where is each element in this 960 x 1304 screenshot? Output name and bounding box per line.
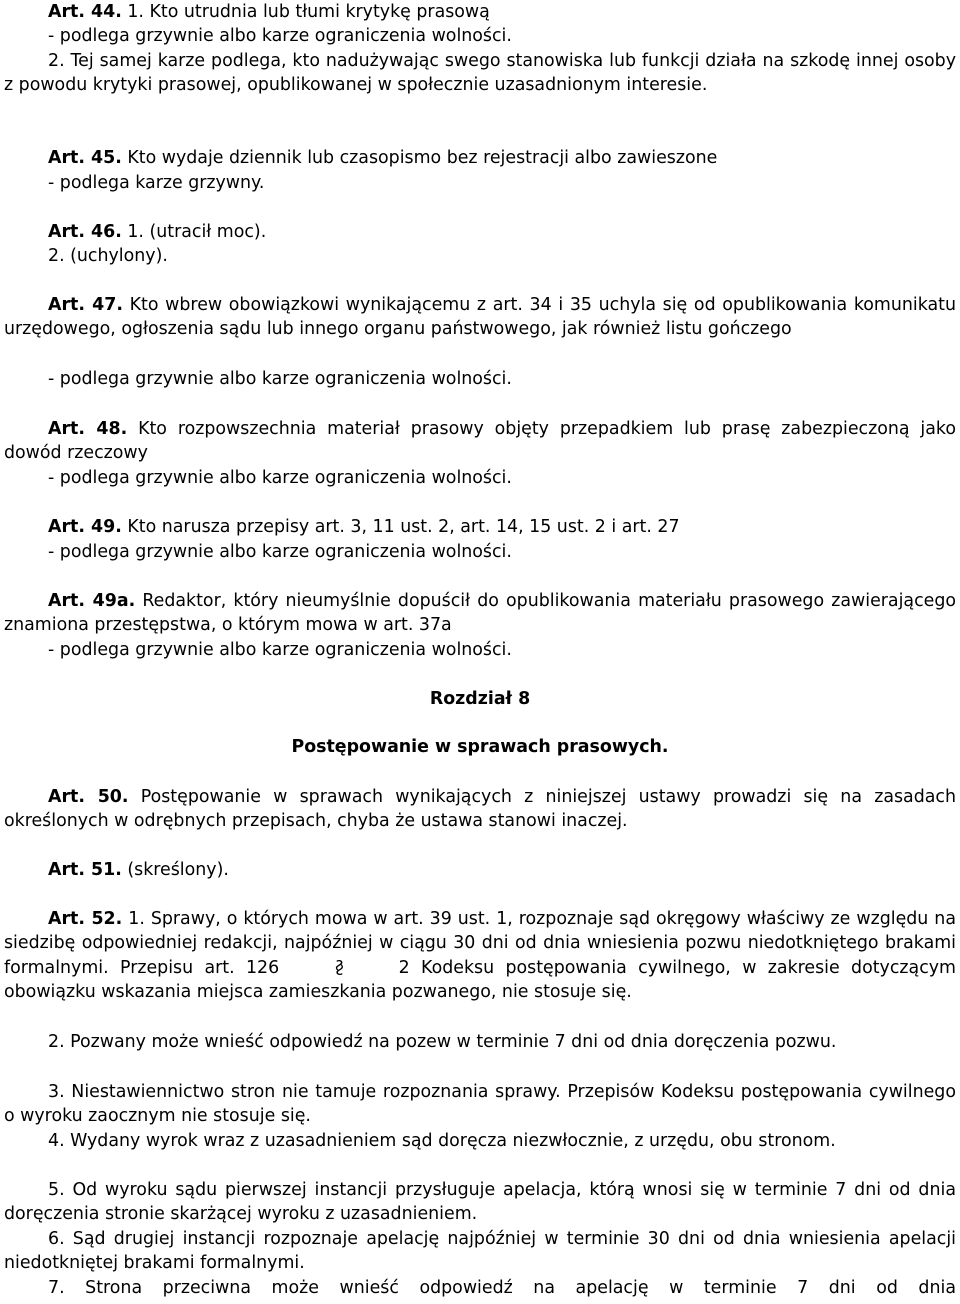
art-45-paragraph [4, 146, 956, 170]
art-44-penalty: - podlega grzywnie albo karze ograniczenia wolności. [48, 26, 512, 46]
article-text-cont: 2 Kodeksu postępowania cywilnego, w zakresie dotyczącym obowiązku wskazania miejsca zamieszkania pozwanego, nie stosuje się. [4, 957, 956, 1003]
article-label: Art. 47. [48, 295, 123, 315]
article-text: (skreślony). [121, 860, 229, 880]
art-46-paragraph-1 [4, 220, 956, 244]
art-52-paragraph-1 [4, 907, 956, 1005]
art-47-paragraph [4, 293, 956, 342]
article-text: Postępowanie w sprawach wynikających z niniejszej ustawy prowadzi się na zasadach określonych w odrębnych przepisach, chyba że ustawa stanowi inaczej. [4, 787, 956, 832]
art-52-paragraph-7: 7. Strona przeciwna może wnieść odpowiedź na apelację w terminie 7 dni od dnia [48, 1278, 956, 1298]
article-label: Art. 49a. [48, 591, 136, 611]
art-44-paragraph-2: 2. Tej samej karze podlega, kto nadużywając swego stanowiska lub funkcji działa na szkodę innej osoby z powodu krytyki prasowej, opublikowanej w społecznie uzasadnionym interesie. [4, 51, 956, 96]
art-49a-paragraph [4, 589, 956, 638]
article-text: 1. Sprawy, o których mowa w art. 39 ust. 1, rozpoznaje sąd okręgowy właściwy ze względu na siedzibę odpowiedniej redakcji, najpóźniej w ciągu 30 dni od dnia wniesienia pozwu niedotkniętego brakami formalnymi. Przepisu art. 126 [4, 909, 956, 978]
chapter-number: Rozdział 8 [429, 689, 531, 709]
article-label: Art. 49. [48, 517, 122, 537]
article-text: Kto wydaje dziennik lub czasopismo bez rejestracji albo zawieszone [121, 148, 718, 168]
art-52-paragraph-6: 6. Sąd drugiej instancji rozpoznaje apelację najpóźniej w terminie 30 dni od dnia wniesienia apelacji niedotkniętej brakami formalnymi. [4, 1229, 956, 1274]
art-47-penalty: - podlega grzywnie albo karze ograniczenia wolności. [48, 369, 512, 389]
art-49-penalty: - podlega grzywnie albo karze ograniczenia wolności. [48, 542, 512, 562]
art-51-paragraph [4, 858, 956, 882]
article-text: Redaktor, który nieumyślnie dopuścił do opublikowania materiału prasowego zawierającego znamiona przestępstwa, o którym mowa w art. 37a [4, 591, 957, 636]
art-49a-penalty: - podlega grzywnie albo karze ograniczenia wolności. [48, 640, 512, 660]
art-52-paragraph-3: 3. Niestawiennictwo stron nie tamuje rozpoznania sprawy. Przepisów Kodeksu postępowania cywilnego o wyroku zaocznym nie stosuje się. [4, 1082, 956, 1127]
article-label: Art. 46. [48, 222, 122, 242]
article-label: Art. 45. [48, 148, 122, 168]
section-symbol: § [334, 957, 344, 978]
article-label: Art. 48. [48, 419, 128, 439]
article-text: Kto wbrew obowiązkowi wynikającemu z art. 34 i 35 uchyla się od opublikowania komunikatu urzędowego, ogłoszenia sądu lub innego organu państwowego, jak również listu gończego [4, 295, 956, 340]
article-label: Art. 51. [48, 860, 122, 880]
art-52-paragraph-2: 2. Pozwany może wnieść odpowiedź na pozew w terminie 7 dni od dnia doręczenia pozwu. [48, 1032, 837, 1052]
article-label: Art. 50. [48, 787, 129, 807]
art-48-penalty: - podlega grzywnie albo karze ograniczenia wolności. [48, 468, 512, 488]
art-46-paragraph-2: 2. (uchylony). [48, 246, 168, 266]
art-45-penalty: - podlega karze grzywny. [48, 173, 265, 193]
chapter-title: Postępowanie w sprawach prasowych. [291, 737, 669, 757]
article-text: 1. Kto utrudnia lub tłumi krytykę prasową [127, 2, 490, 22]
article-text: 1. (utracił moc). [121, 222, 267, 242]
art-48-paragraph [4, 417, 956, 466]
art-44-paragraph-1 [4, 0, 956, 24]
art-50-paragraph [4, 785, 956, 834]
article-text: Kto narusza przepisy art. 3, 11 ust. 2, art. 14, 15 ust. 2 i art. 27 [121, 517, 680, 537]
art-49-paragraph [4, 515, 956, 539]
article-label: Art. 44. [48, 2, 122, 22]
article-label: Art. 52. [48, 909, 123, 929]
art-52-paragraph-5: 5. Od wyroku sądu pierwszej instancji przysługuje apelacja, którą wnosi się w terminie 7 dni od dnia doręczenia stronie skarżącej wyroku z uzasadnieniem. [4, 1180, 956, 1225]
article-text: Kto rozpowszechnia materiał prasowy objęty przepadkiem lub prasę zabezpieczoną jako dowód rzeczowy [4, 419, 956, 464]
art-52-paragraph-4: 4. Wydany wyrok wraz z uzasadnieniem sąd doręcza niezwłocznie, z urzędu, obu stronom. [48, 1131, 836, 1151]
